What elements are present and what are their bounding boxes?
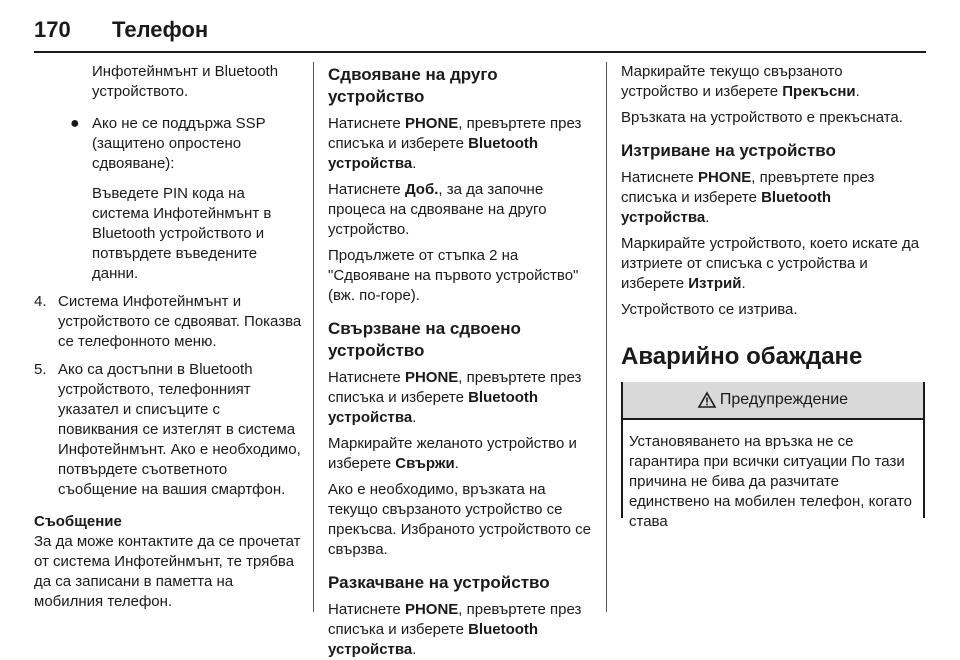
column-2 [328,62,594,660]
paragraph: Продължете от стъпка 2 на "Сдвояване на първото устройство" (вж. по-горе). [328,247,579,304]
section-heading: Свързване на сдвоено устройство [328,319,521,360]
step-number: 5. [34,361,47,378]
bullet-subtext: Въведете PIN кода на система Инфотейнмънт в Bluetooth устройството и потвърдете въведените данни. [92,185,272,282]
page-header [0,0,960,62]
warning-icon [698,392,716,408]
bullet-item [70,114,302,174]
section-heading: Сдвояване на друго устройство [328,65,498,106]
paragraph: Връзката на устройството е прекъсната. [621,109,903,126]
step-number: 4. [34,293,47,310]
bullet-icon: ● [70,115,80,132]
warning-body [623,420,923,530]
paragraph: Натиснете PHONE, превъртете през списъка и изберете Bluetooth устройства. [328,369,582,426]
section-heading: Разкачване на устройство [328,573,550,592]
step-text: Система Инфотейнмънт и устройството се сдвояват. Показва се телефонното меню. [58,293,302,350]
page-number: 170 [34,17,71,42]
paragraph: Маркирайте текущо свързаното устройство и изберете Прекъсни. [621,63,860,100]
paragraph: Натиснете PHONE, превъртете през списъка и изберете Bluetooth устройства. [328,115,582,172]
column-3 [621,62,921,530]
paragraph: Маркирайте желаното устройство и изберете Свържи. [328,435,577,472]
continued-text: Инфотейнмънт и Bluetooth устройството. [92,63,279,100]
warning-text: Установяването на връзка не се гарантира при всички ситуации По тази причина не бива да разчитате единствено на мобилен телефон, когато става [629,433,912,530]
header-rule [34,51,926,53]
messages-heading: Съобщение [34,513,122,530]
main-heading: Аварийно обаждане [621,343,863,370]
chapter-title: Телефон [112,17,209,42]
paragraph: Натиснете Доб., за да започне процеса на сдвояване на друго устройство. [328,181,547,238]
paragraph: Натиснете PHONE, превъртете през списъка и изберете Bluetooth устройства. [328,601,582,658]
column-divider [313,62,314,612]
paragraph: Ако е необходимо, връзката на текущо свързаното устройство се прекъсва. Избраното устройството се свързва. [328,481,591,558]
step-text: Ако са достъпни в Bluetooth устройството, телефонният указател и списъците с повиквания се изтеглят в система Инфотейнмънт. Ако е необходимо, потвърдете съответното съобщение на вашия смартфон. [58,361,301,498]
warning-title: Предупреждение [719,391,849,408]
warning-box [621,382,925,530]
step-4 [34,292,302,352]
column-1 [34,62,302,612]
step-5 [34,360,302,500]
paragraph: Устройството се изтрива. [621,301,798,318]
warning-header [623,382,923,420]
messages-text: За да може контактите да се прочетат от система Инфотейнмънт, те трябва да са записани в паметта на мобилния телефон. [34,533,301,610]
section-heading: Изтриване на устройство [621,141,836,160]
bullet-text: Ако не се поддържа SSP (защитено опростено сдвояване): [92,115,266,172]
column-divider [606,62,607,612]
paragraph: Маркирайте устройството, което искате да изтриете от списъка с устройства и изберете Изтрий. [621,235,920,292]
paragraph: Натиснете PHONE, превъртете през списъка и изберете Bluetooth устройства. [621,169,875,226]
